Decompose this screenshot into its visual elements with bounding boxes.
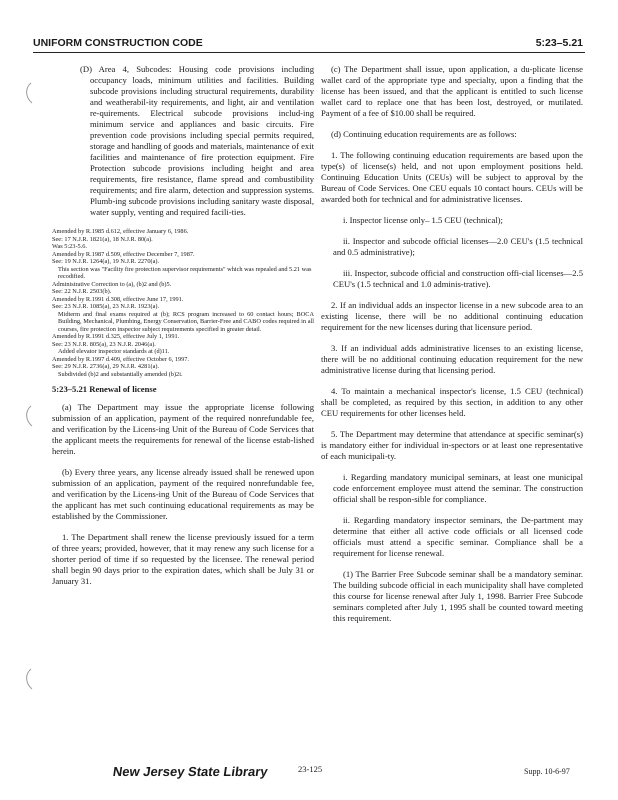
history-line: See: 19 N.J.R. 1264(a), 19 N.J.R. 2270(a). xyxy=(52,258,160,265)
paragraph-b1: 1. The Department shall renew the license previously issued for a term of three years; provided, however, that it may renew any such license for a shorter period of time if so requested by the licensee. The renewal period shall begin 90 days prior to the expiration dates, which shall be July 31 or January 31. xyxy=(52,532,314,586)
paragraph-a: (a) The Department may issue the appropriate license following submission of an application, payment of the required nonrefundable fee, and verification by the Licens-ing Unit of the Bureau of Code Services that the applicant meets the requirements for renewal of the license estab-lished herein. xyxy=(52,402,314,456)
paragraph-d1-iii: iii. Inspector, subcode official and construction offi-cial licenses—2.5 CEU's (1.5 technical and 1.0 adminis-trative). xyxy=(333,268,583,289)
right-column xyxy=(321,64,583,634)
paragraph-d3: 3. If an individual adds administrative licenses to an existing license, there will be no additional continuing education requirement for the new administrative license during that licensing period. xyxy=(321,343,583,375)
history-line: Amended by R.1997 d.409, effective October 6, 1997. xyxy=(52,355,189,363)
header-title: UNIFORM CONSTRUCTION CODE xyxy=(33,37,203,49)
history-line: Amended by R.1991 d.308, effective June 17, 1991. xyxy=(52,295,184,303)
paragraph-area-4-subcodes: (D) Area 4, Subcodes: Housing code provisions including occupancy loads, minimum utilities and facilities. Building subcode provisions including structural requirements, durability and weatherabil-ity requirements, and light, air and ventilation re-quirements. Electrical subcode provisions includ-ing minimum service and appliances and basic circuits. Fire prevention code provisions including special permits required, storage and handling of goods and materials, maintenance of exit facilities and maintenance of fire protection equipment. Fire Protection subcode provisions including height and area requirements, fire resistance, flame spread and combustibility requirements; and fire alarm, detection and suppression systems. Plumb-ing subcode provisions including sanitary waste disposal, water supply, venting and required facili-ties. xyxy=(80,64,314,217)
binder-mark-icon xyxy=(22,405,36,427)
left-column xyxy=(52,64,314,597)
history-line: This section was "Facility fire protection supervisor requirements" which was repealed and 5.21 was recodified. xyxy=(58,265,312,280)
paragraph-d1: 1. The following continuing education requirements are based upon the type(s) of license(s) held, and not upon employment positions held. Continuing Education Units (CEUs) will be subject to approval by the Bureau of Code Services. One CEU equals 10 contact hours. CEUs will be awarded both for technical and for administrative licenses. xyxy=(321,150,583,204)
paragraph-d5-i: i. Regarding mandatory municipal seminars, at least one municipal code enforcement employee must attend the seminar. The construction official shall be respon-sible for compliance. xyxy=(333,472,583,504)
paragraph-d1-i: i. Inspector license only– 1.5 CEU (technical); xyxy=(343,215,503,225)
binder-mark-icon xyxy=(22,668,36,690)
supplement-date: Supp. 10-6-97 xyxy=(524,767,570,776)
history-line: See: 22 N.J.R. 2503(b). xyxy=(52,288,112,295)
paragraph-d1-ii: ii. Inspector and subcode official licenses—2.0 CEU's (1.5 technical and 0.5 administrative); xyxy=(333,236,583,257)
library-stamp: New Jersey State Library xyxy=(111,764,269,779)
header-rule xyxy=(33,52,585,53)
history-line: See: 29 N.J.R. 2736(a), 29 N.J.R. 4281(a). xyxy=(52,363,160,370)
history-line: Administrative Correction to (a), (b)2 and (b)5. xyxy=(52,280,172,288)
paragraph-d: (d) Continuing education requirements are as follows: xyxy=(331,129,517,139)
paragraph-d5-ii: ii. Regarding mandatory inspector seminars, the De-partment may determine that either all active code officials or all licensed code officials must attend a specific seminar. Compliance shall be a requirement for license renewal. xyxy=(333,515,583,558)
history-line: Midterm and final exams required at (b); RCS program increased to 60 contact hours; BOCA Building, Mechanical, Plumbing, Energy Conservation, Barrier-Free and CABO codes required in all courses, fire protection inspector subject requirements specified in greater detail. xyxy=(58,310,314,333)
paragraph-c: (c) The Department shall issue, upon application, a du-plicate license wallet card of the appropriate type and specialty, upon a finding that the license has been issued, and that the applicant is entitled to such license wallet card to replace one that has been lost, destroyed, or mutilated. Payment of a fee of $10.00 shall be required. xyxy=(321,64,583,118)
paragraph-d5: 5. The Department may determine that attendance at specific seminar(s) is mandatory either for individual in-spectors or at least one representative of each municipali-ty. xyxy=(321,429,583,461)
history-line: See: 23 N.J.R. 1085(a), 23 N.J.R. 1923(a). xyxy=(52,303,160,310)
paragraph-d4: 4. To maintain a mechanical inspector's license, 1.5 CEU (technical) shall be completed, as required by this section, in addition to any other CEU requirements for other licenses held. xyxy=(321,386,583,418)
page-number: 23-125 xyxy=(298,764,323,774)
header-section-range: 5:23–5.21 xyxy=(535,37,583,49)
paragraph-b: (b) Every three years, any license already issued shall be renewed upon submission of an application, payment of the required nonrefundable fee, and verification by the Licens-ing Unit of the Bureau of Code Services that the applicant has met such continuing educational requirements as may be established by the Commissioner. xyxy=(52,467,314,521)
history-line: Amended by R.1991 d.325, effective July 1, 1991. xyxy=(52,333,180,340)
history-line: Added elevator inspector standards at (d)11. xyxy=(58,348,170,355)
history-line: See: 17 N.J.R. 1821(a), 18 N.J.R. 80(a). xyxy=(52,235,153,243)
history-line: Amended by R.1985 d.612, effective January 6, 1986. xyxy=(52,228,189,235)
history-line: Was 5:23-5.6. xyxy=(52,243,87,250)
history-line: Amended by R.1987 d.509, effective December 7, 1987. xyxy=(52,250,195,258)
history-line: See: 23 N.J.R. 805(a), 23 N.J.R. 2046(a). xyxy=(52,340,156,348)
binder-mark-icon xyxy=(22,82,36,104)
history-line: Subdivided (b)2 and substantially amended (b)2i. xyxy=(58,370,183,378)
amendment-history xyxy=(52,228,314,378)
paragraph-d2: 2. If an individual adds an inspector license in a new subcode area to an existing license, there will be no additional continuing education requirement for the new licenses during that licensure period. xyxy=(321,300,583,332)
section-heading: 5:23–5.21 Renewal of license xyxy=(52,384,157,394)
paragraph-d5-ii-1: (1) The Barrier Free Subcode seminar shall be a mandatory seminar. The building subcode official in each municipality shall have completed this course for license renewal after July 1, 1998. Barrier Free Subcode seminars completed after July 1, 1995 shall be counted toward meeting this requirement. xyxy=(333,569,583,623)
